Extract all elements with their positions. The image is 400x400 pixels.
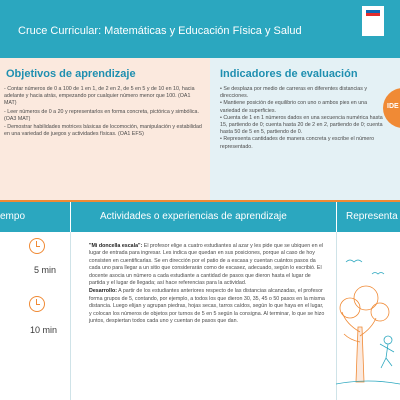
- column-header-representation: Representa: [346, 211, 398, 222]
- indicators-title: Indicadores de evaluación: [220, 68, 358, 80]
- duration-label: 5 min: [34, 265, 57, 275]
- activity-development-text: A partir de los estudiantes anteriores respecto de las distancias alcanzadas, el profesor forma grupos de 5, contando, por ejemplo, a todos los que dieron 30, 35, 45 o 50 pasos en la misma distancia. Luego elijan y agrupan piedras, hojas secas, tarros caídos, según lo que haya en el lugar, y colocan los números de objetos por turnos de 5 en 5 según la consigna. Al terminar, lo que se hizo juntos, despiertan todos cada uno y cuentan de pasos que dan.: [89, 288, 325, 325]
- activity-start-heading: "Mi doncella escala":: [89, 243, 143, 249]
- activity-development-heading: Desarrollo:: [89, 288, 117, 295]
- activity-description: [89, 243, 327, 326]
- column-header-activities: Actividades o experiencias de aprendizaje: [100, 211, 287, 222]
- ideas-badge: [383, 88, 400, 128]
- indicator-item: • Cuenta de 1 en 1 números dados en una secuencia numérica hasta 15, partiendo de 0; cuenta hasta 20 de 2 en 2, partiendo de 0; cuenta hasta 50 de 5 en 5, partiendo de 0.: [220, 115, 383, 137]
- table-header: [0, 202, 400, 232]
- header-divider: [70, 202, 71, 232]
- clock-icon: [29, 238, 45, 254]
- objectives-list: [4, 86, 202, 139]
- indicators-list: [220, 86, 383, 151]
- representation-illustration: [336, 232, 400, 400]
- government-logo: [362, 6, 384, 36]
- tree-illustration: [340, 286, 389, 382]
- page-header: [0, 0, 400, 58]
- bird-illustration: [346, 260, 384, 274]
- page-title: Cruce Curricular: Matemáticas y Educación Física y Salud: [18, 25, 302, 37]
- indicator-item: • Se desplaza por medio de carreras en diferentes distancias y direcciones.: [220, 86, 383, 100]
- objective-item: - Contar números de 0 a 100 de 1 en 1, de 2 en 2, de 5 en 5 y de 10 en 10, hacia adelante y hacia atrás, empezando por cualquier número menor que 100. (OA1 MAT): [4, 86, 202, 108]
- duration-label: 10 min: [30, 325, 58, 335]
- objective-item: - Demostrar habilidades motrices básicas de locomoción, manipulación y estabilidad en una variedad de juegos y actividades físicas. (OA1 EFS): [4, 124, 202, 138]
- clock-icon: [29, 296, 45, 312]
- column-header-time: empo: [0, 211, 26, 222]
- activity-start-text: El profesor elige a cuatro estudiantes al azar y les pide que se ubiquen en el lugar de entrada para ingresar. Les indica que quedan en sus posiciones, porque al caso de hoy consisten en cuentificarlas. Se en dirección por el patio de a escasa y cuentan cuántos pasos da cada uno para llegar a un sitio que considerarán como de escasez, adecuado, según lo escribió. El docente asocia un número a cada estudiante a cantidad de pasos que dieron hasta el lugar de partida y el lugar de llegada; así hace referencias para la actividad.: [89, 243, 324, 287]
- objectives-panel: [0, 58, 210, 200]
- indicator-item: • Mantiene posición de equilibrio con uno o ambos pies en una variedad de superficies.: [220, 100, 383, 114]
- activity-paragraph: [89, 243, 327, 287]
- ideas-badge-label: IDE: [387, 103, 399, 110]
- child-running-illustration: [380, 336, 394, 368]
- logo-stripe-red: [366, 13, 380, 16]
- ground-line: [336, 381, 400, 384]
- column-divider: [70, 232, 71, 400]
- indicator-item: • Representa cantidades de manera concreta y escribe el número representado.: [220, 136, 383, 150]
- indicators-panel: [210, 58, 400, 200]
- activity-paragraph: [89, 288, 327, 325]
- objective-item: - Leer números de 0 a 20 y representarlos en forma concreta, pictórica y simbólica. (OA3 MAT): [4, 109, 202, 123]
- objectives-title: Objetivos de aprendizaje: [6, 68, 136, 80]
- header-divider: [336, 202, 337, 232]
